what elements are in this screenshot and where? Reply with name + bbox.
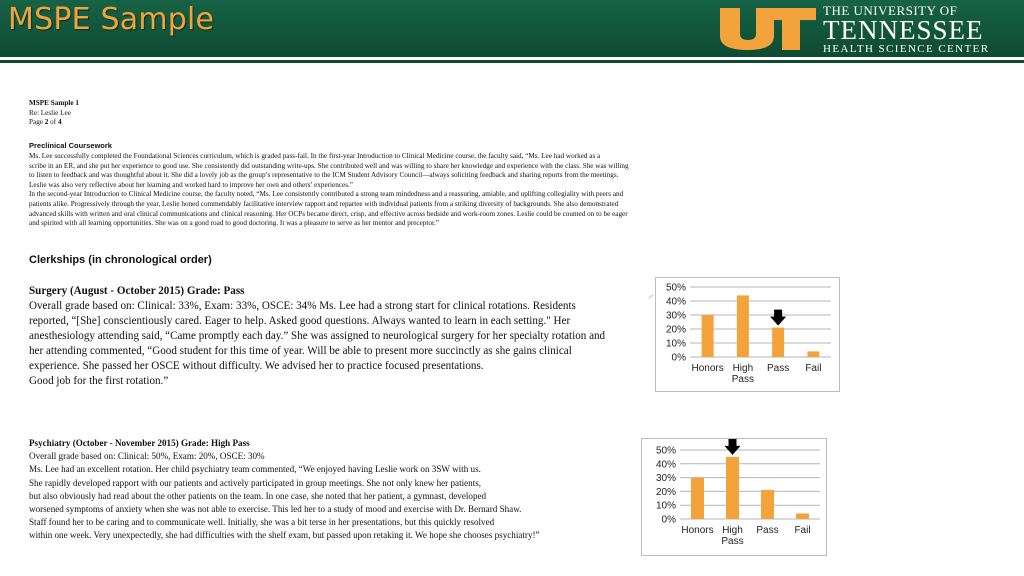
psychiatry-line: Staff found her to be caring and to communicate well. Initially, she was a bit terse in her presentations, but this quickly resolved [29,517,495,528]
decorative-mark [648,294,653,298]
psychiatry-line: within one week. Very unexpectedly, she had difficulties with the shelf exam, but passed upon retaking it. We hope she chooses psychiatry!” [29,530,540,541]
y-tick-label: 0% [661,514,676,526]
surgery-grade-chart [655,277,840,392]
x-tick-label: Pass [767,363,790,374]
surgery-line: experience. She passed her OSCE without difficulty. We advised her to practice focused presentations. [29,360,484,372]
preclinical-heading: Preclinical Coursework [29,141,112,150]
surgery-section [29,284,644,389]
x-tick-label: Fail [794,525,811,536]
psychiatry-line: worsened symptoms of anxiety when she was not able to exercise. This led her to a study of mood and exercise with Dr. Bernard Shaw. [29,504,522,515]
x-tick-label: Honors [681,525,714,536]
y-tick-label: 40% [665,296,686,308]
bar [796,513,809,519]
logo-line-tennessee: TENNESSEE [823,15,984,45]
psychiatry-grade-chart-svg [642,439,826,555]
down-arrow-marker [770,310,786,326]
y-tick-label: 50% [665,282,686,294]
ut-logo-icon [718,6,818,50]
y-tick-label: 10% [655,500,676,512]
page-indicator: Page 2 of 4 [29,118,62,127]
y-tick-label: 20% [655,486,676,498]
y-tick-label: 50% [655,445,676,457]
psychiatry-line: She rapidly developed rapport with our patients and actively participated in group meetings. She not only knew her patients, [29,477,482,488]
surgery-body [29,299,644,389]
preclinical-line: Ms. Lee successfully completed the Foundational Sciences curriculum, which is graded pass-fail. In the first-year Introduction to Clinical Medicine course, the faculty said, “Ms. Lee had worked as a [29,152,601,160]
x-tick-label: High [722,525,743,536]
clerkships-heading: Clerkships (in chronological order) [29,254,212,266]
surgery-line: Overall grade based on: Clinical: 33%, Exam: 33%, OSCE: 34% Ms. Lee had a strong start for clinical rotations. Residents [29,300,576,312]
university-logo-text [823,4,990,55]
psychiatry-heading: Psychiatry (October - November 2015) Grade: High Pass [29,438,250,448]
bar [761,490,774,519]
preclinical-line: scribe in an ER, and she put her experience to good use. She consistently did outstanding write-ups. She contributed well and was willing to share her knowledge and experience with the class. She was willing [29,161,629,170]
psychiatry-grade-chart [641,438,827,556]
down-arrow-marker [725,439,741,455]
document-name: MSPE Sample 1 [29,99,79,107]
y-tick-label: 20% [665,324,686,336]
psychiatry-body [29,450,649,542]
surgery-heading: Surgery (August - October 2015) Grade: Pass [29,285,245,297]
bar [691,478,704,519]
bar [702,315,714,357]
recipient-line: Re: Leslie Lee [29,108,71,117]
preclinical-body [29,152,749,229]
bar [737,295,749,357]
y-tick-label: 30% [665,310,686,322]
preclinical-line: Leslie was also very reflective about her learning and worked hard to improve her own and others’ experiences.” [29,180,353,189]
psychiatry-line: Ms. Lee had an excellent rotation. Her child psychiatry team commented, “We enjoyed having Leslie work on 3SW with us. [29,464,481,475]
slide-header [0,0,1024,63]
surgery-line: her attending commented, “Good student for this time of year. Will be able to present more succinctly as she gains clinical [29,345,572,357]
psychiatry-section [29,437,649,543]
preclinical-line: advanced skills with written and oral clinical communications and clinical reasoning. Her OCPs became direct, crisp, and effective across bedside and work-room zones. Leslie could be counted on to be eager [29,209,628,218]
slide-title: MSPE Sample [8,2,215,37]
surgery-line: Good job for the first rotation.” [29,375,169,387]
surgery-grade-chart-svg [656,278,839,391]
psychiatry-line: Overall grade based on: Clinical: 50%, Exam: 20%, OSCE: 30% [29,451,265,462]
logo-line-hsc: HEALTH SCIENCE CENTER [823,43,990,55]
y-tick-label: 10% [665,338,686,350]
preclinical-line: to listen to feedback and was thoughtful about it. She did a lovely job as the group’s representative to the ICM Student Advisory Council—always soliciting feedback and sharing reports from the meetings. [29,171,619,180]
x-tick-label: Fail [805,363,822,374]
surgery-line: reported, “[She] conscientiously cared. Eager to help. Asked good questions. Always wanted to learn in each setting." Her [29,315,571,327]
preclinical-line: and spirited with all learning opportunities. She was on a good road to good doctoring. It was a pleasure to serve as her mentor and preceptor.” [29,219,439,228]
preclinical-line: patients alike. Progressively through the year, Leslie honed commendably facilitative interview rapport and repartee with individual patients from a striking diversity of backgrounds. She also demonstrated [29,199,619,208]
logo-line-university: THE UNIVERSITY OF [823,3,958,18]
x-tick-label: Pass [721,536,744,547]
x-tick-label: Pass [731,374,754,385]
x-tick-label: Honors [691,363,724,374]
bar [726,457,739,519]
y-tick-label: 40% [655,459,676,471]
y-tick-label: 0% [671,352,686,364]
bar [772,328,784,357]
surgery-line: anesthesiology attending said, “Came promptly each day.” She was assigned to neurological surgery for her specialty rotation and [29,330,606,342]
preclinical-line: In the second-year Introduction to Clinical Medicine course, the faculty noted, “Ms. Lee consistently contributed a strong team mindedness and a reassuring, amiable, and uplifting collegiality with peers and [29,190,624,199]
psychiatry-line: but also obviously had read about the other patients on the team. In one case, she noted that her patient, a gymnast, developed [29,490,487,501]
x-tick-label: Pass [756,525,779,536]
bar [807,351,819,357]
x-tick-label: High [732,363,754,374]
y-tick-label: 30% [655,473,676,485]
document-meta [29,99,749,128]
